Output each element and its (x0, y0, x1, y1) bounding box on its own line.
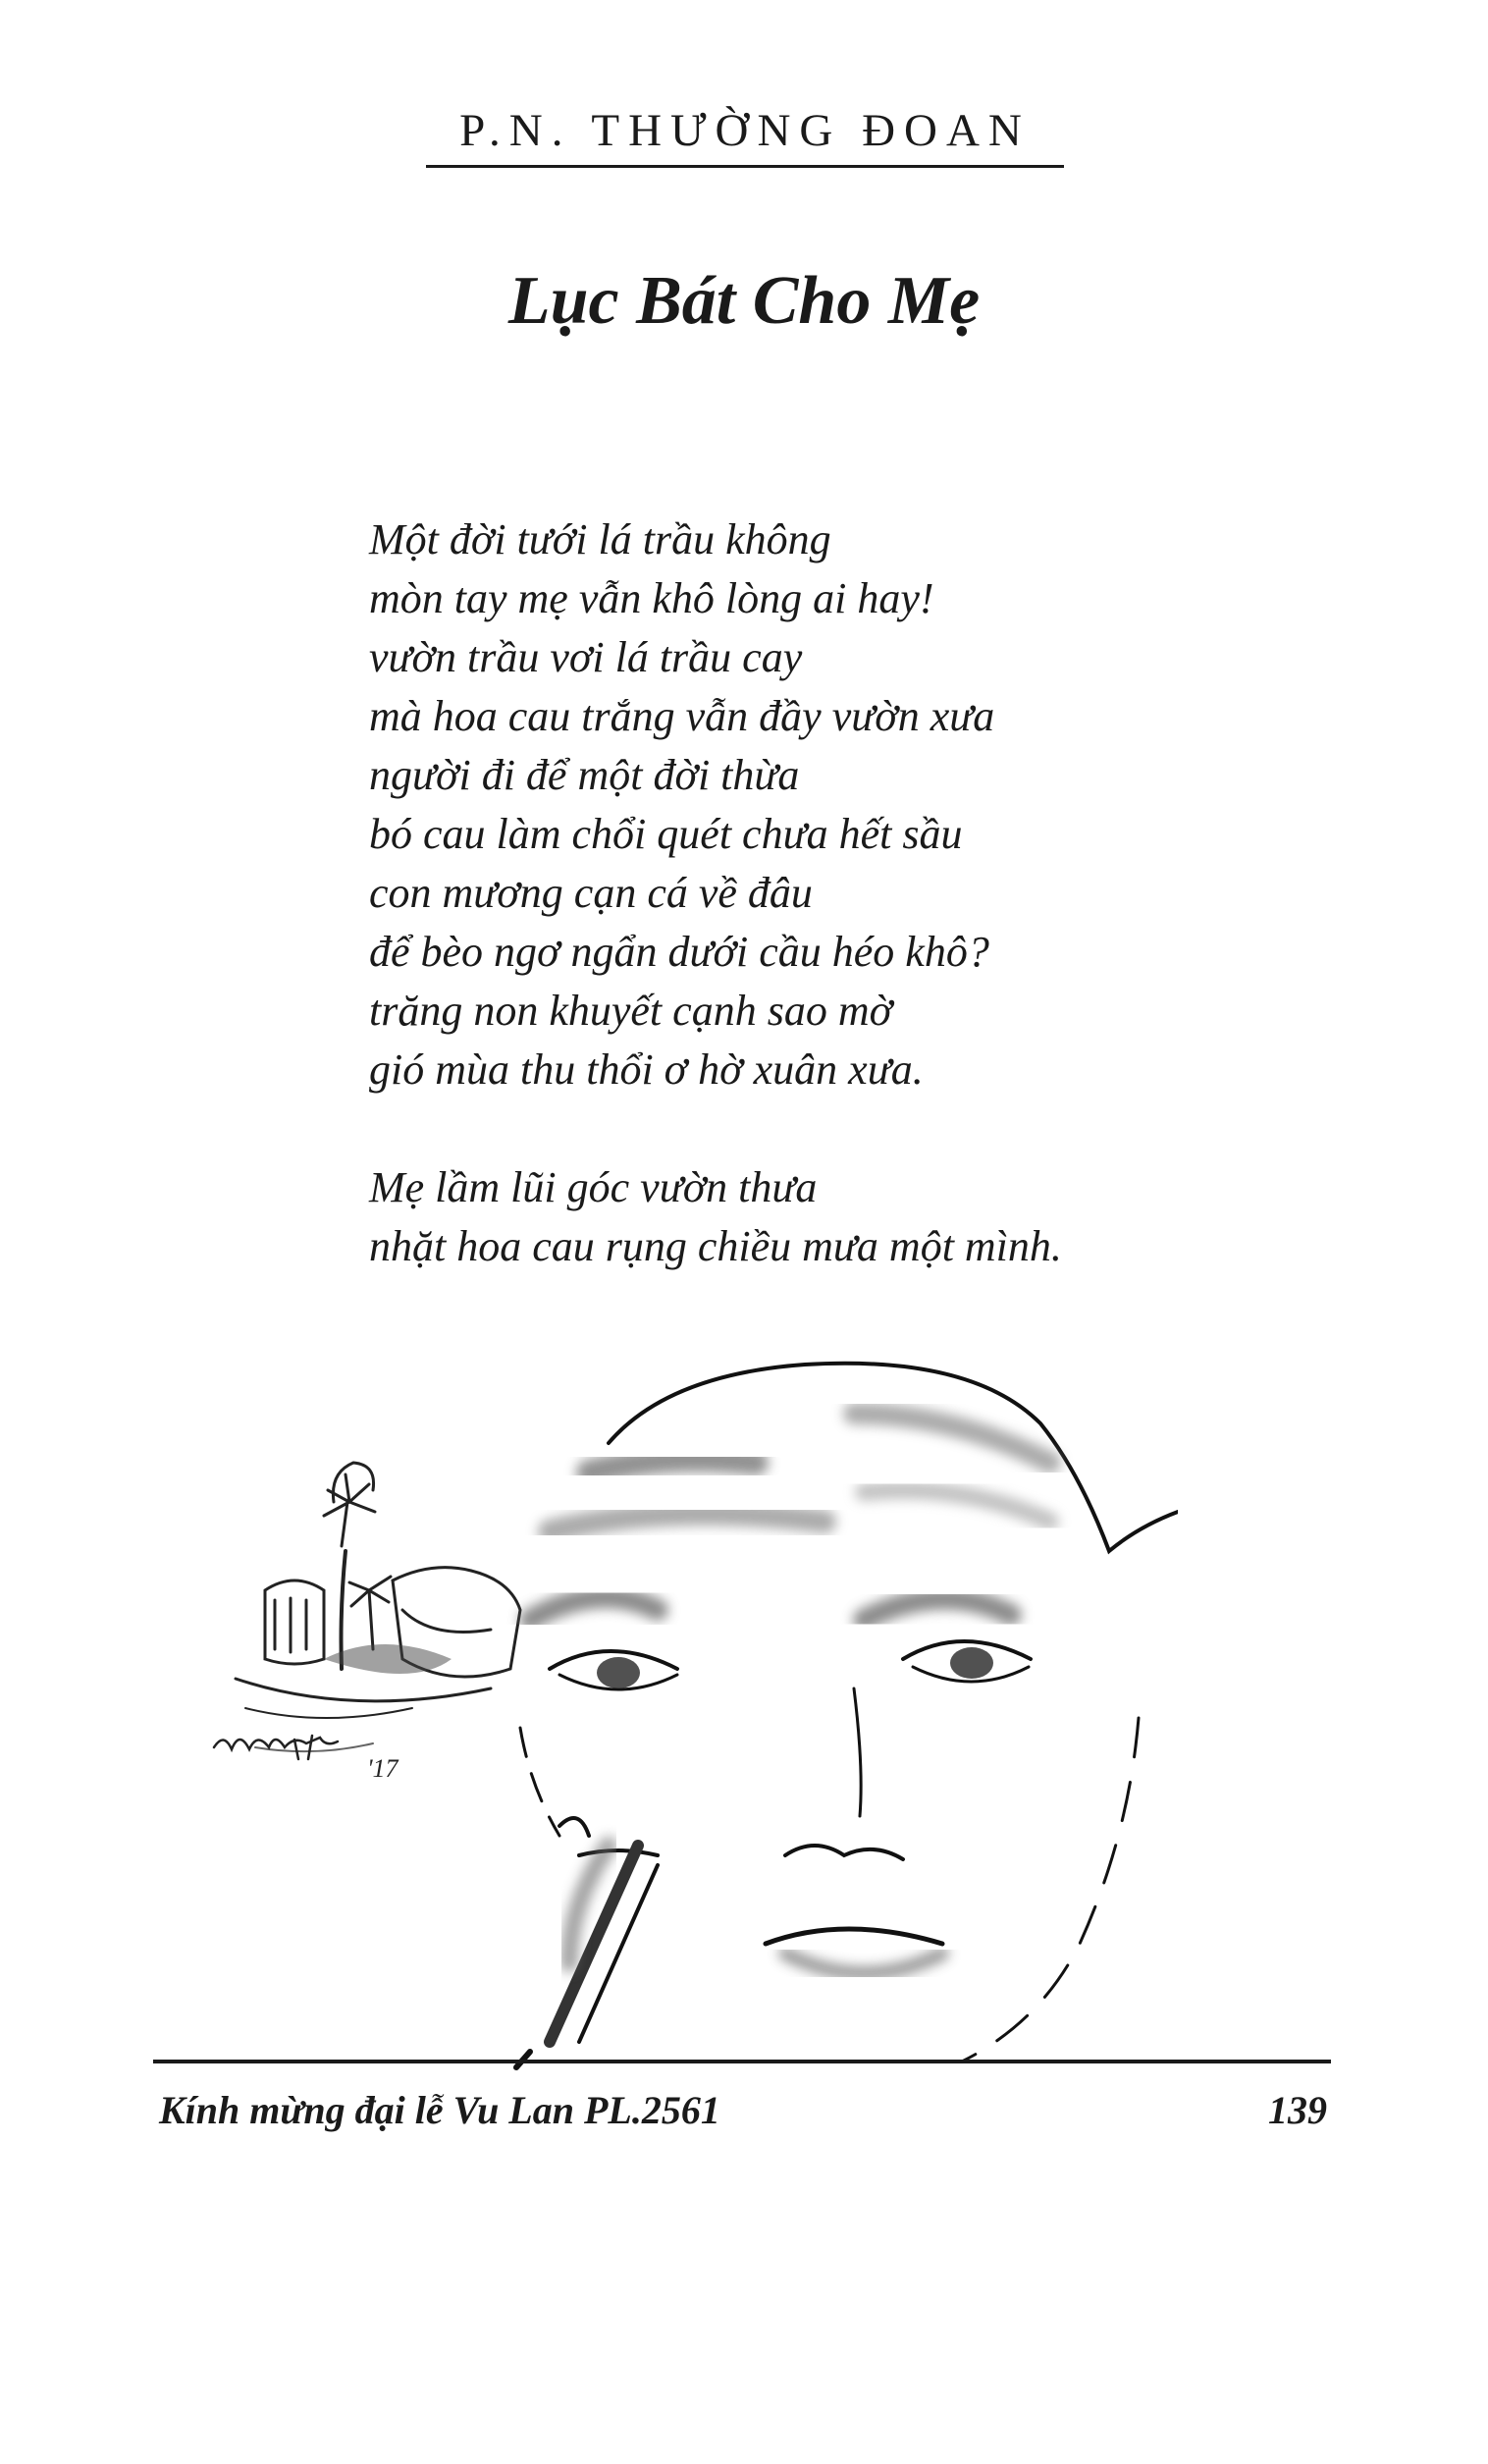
verse-line: mòn tay mẹ vẫn khô lòng ai hay! (369, 574, 934, 622)
ink-sketch-illustration (196, 1355, 1178, 2464)
verse-line: vườn trầu vơi lá trầu cay (369, 633, 803, 681)
poem-title: Lục Bát Cho Mẹ (507, 263, 981, 339)
author-heading: P.N. THƯỜNG ĐOAN (459, 105, 1031, 156)
verse-line: người đi để một đời thừa (369, 751, 800, 799)
face-sketch (516, 1364, 1178, 2067)
stanza (369, 510, 994, 1099)
page-number: 139 (1268, 2088, 1327, 2132)
signature-year: '17 (367, 1754, 399, 1783)
verse-line: gió mùa thu thổi ơ hờ xuân xưa. (369, 1045, 924, 1094)
artist-signature (214, 1736, 338, 1759)
verse-line: bó cau làm chổi quét chưa hết sầu (369, 810, 963, 858)
verse-line: Một đời tưới lá trầu không (369, 515, 831, 563)
palm-island-sketch (236, 1463, 520, 1751)
verse-line: con mương cạn cá về đâu (369, 869, 813, 917)
stanza (369, 1158, 1062, 1276)
author-underline (426, 165, 1064, 168)
verse-line: trăng non khuyết cạnh sao mờ (369, 987, 893, 1035)
verse-line: nhặt hoa cau rụng chiều mưa một mình. (369, 1222, 1062, 1270)
footer-rule (153, 2060, 1331, 2063)
verse-line: Mẹ lầm lũi góc vườn thưa (369, 1163, 818, 1211)
footer-caption: Kính mừng đại lễ Vu Lan PL.2561 (159, 2088, 720, 2132)
verse-line: mà hoa cau trắng vẫn đầy vườn xưa (369, 692, 995, 740)
verse-line: để bèo ngơ ngẩn dưới cầu héo khô? (369, 928, 989, 976)
